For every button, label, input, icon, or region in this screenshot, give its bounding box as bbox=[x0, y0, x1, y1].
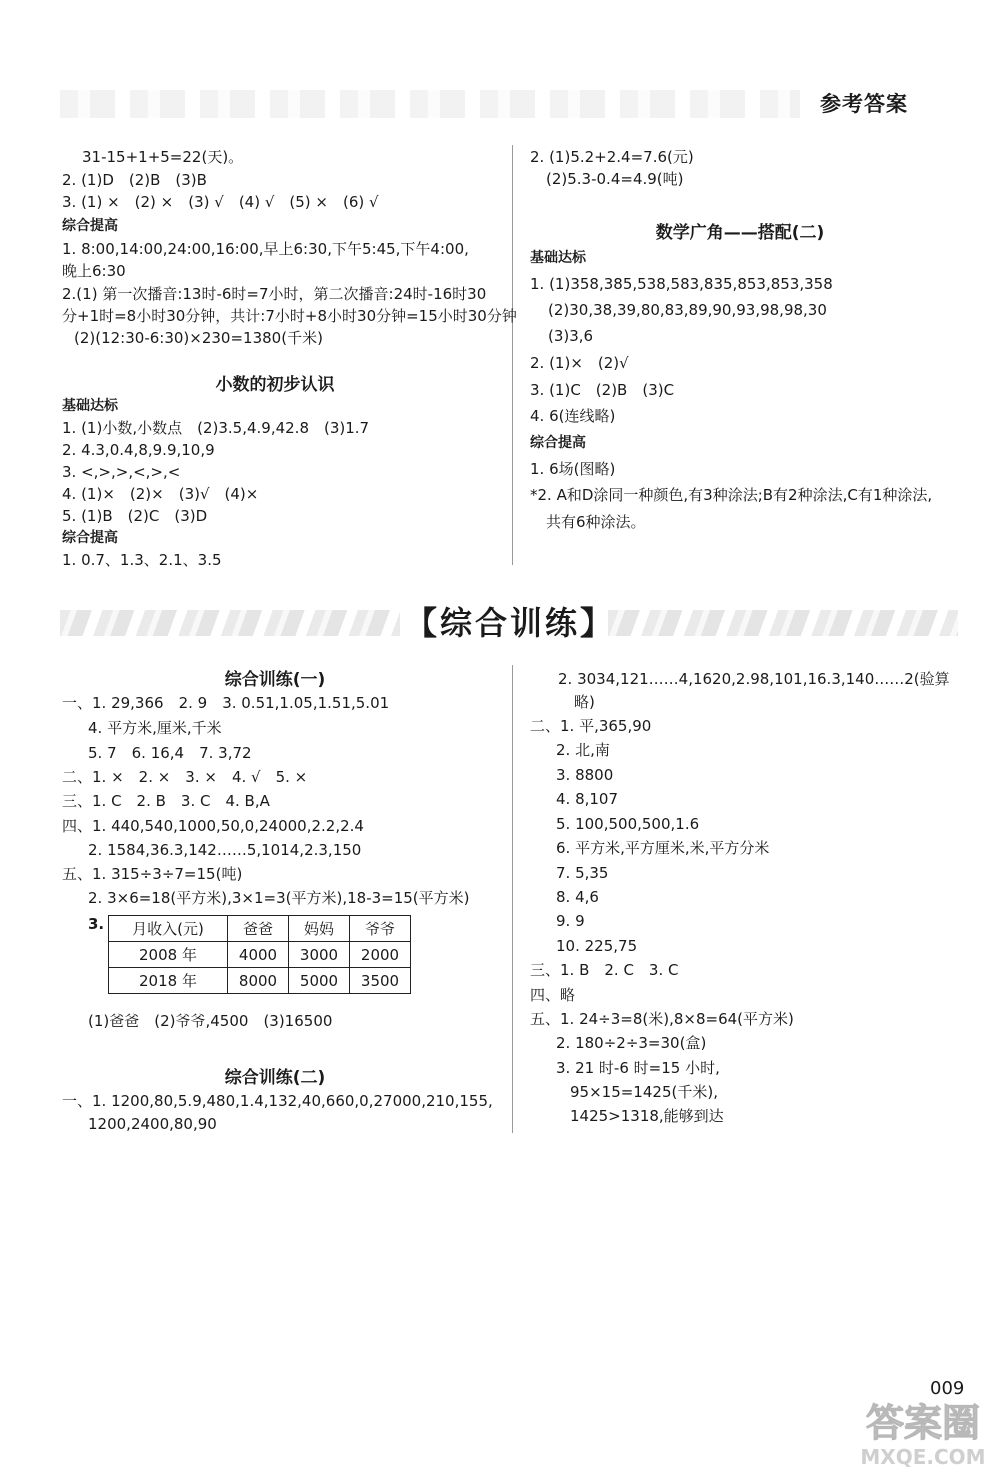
answer-line: 1. (1)358,385,538,583,835,853,853,358 bbox=[530, 275, 833, 293]
answer-line: 5. (1)B (2)C (3)D bbox=[62, 507, 208, 525]
answer-line: 略) bbox=[574, 693, 595, 711]
table-header-cell: 爷爷 bbox=[350, 916, 411, 942]
answer-line: 2. 180÷2÷3=30(盒) bbox=[556, 1034, 707, 1052]
banner-decoration-left bbox=[60, 610, 400, 636]
page-number: 009 bbox=[930, 1378, 965, 1399]
subheading: 综合提高 bbox=[530, 435, 586, 451]
watermark-text: 答案圈 bbox=[865, 1401, 981, 1445]
answer-line: 四、略 bbox=[530, 986, 576, 1004]
answer-line: 五、1. 315÷3÷7=15(吨) bbox=[62, 865, 243, 883]
banner-decoration-right bbox=[608, 610, 958, 636]
column-divider-bottom bbox=[512, 665, 513, 1133]
answer-line: 3. (1) × (2) × (3) √ (4) √ (5) × (6) √ bbox=[62, 193, 379, 211]
answer-line: 1200,2400,80,90 bbox=[88, 1115, 217, 1133]
answer-line: 10. 225,75 bbox=[556, 937, 638, 955]
answer-line: (1)爸爸 (2)爷爷,4500 (3)16500 bbox=[88, 1012, 333, 1030]
answer-line: 一、1. 29,366 2. 9 3. 0.51,1.05,1.51,5.01 bbox=[62, 694, 390, 712]
table-cell: 4000 bbox=[228, 942, 289, 968]
watermark-url: MXQE.COM bbox=[860, 1445, 986, 1469]
answer-line: 7. 5,35 bbox=[556, 864, 609, 882]
answer-line: 8. 4,6 bbox=[556, 888, 599, 906]
answer-line: (2)5.3-0.4=4.9(吨) bbox=[546, 170, 684, 188]
answer-line: 共有6种涂法。 bbox=[546, 513, 646, 531]
answer-line: 1425>1318,能够到达 bbox=[570, 1107, 724, 1125]
answer-line: 二、1. 平,365,90 bbox=[530, 717, 652, 735]
answer-line: 9. 9 bbox=[556, 912, 585, 930]
answer-line: 95×15=1425(千米), bbox=[570, 1083, 718, 1101]
answer-line: 2. (1)5.2+2.4=7.6(元) bbox=[530, 148, 694, 166]
answer-line: 三、1. B 2. C 3. C bbox=[530, 961, 679, 979]
section-title-training-2: 综合训练(二) bbox=[224, 1068, 326, 1088]
table-header-cell: 爸爸 bbox=[228, 916, 289, 942]
income-table bbox=[108, 915, 411, 994]
answer-line: 分+1时=8小时30分钟，共计:7小时+8小时30分钟=15小时30分钟 bbox=[62, 307, 517, 325]
answer-line: 4. 6(连线略) bbox=[530, 407, 616, 425]
answer-line: 3. <,>,>,<,>,< bbox=[62, 463, 181, 481]
section-title-collocation: 数学广角——搭配(二) bbox=[655, 223, 825, 243]
answer-line: 3. (1)C (2)B (3)C bbox=[530, 381, 675, 399]
answer-line: 2. (1)× (2)√ bbox=[530, 354, 629, 372]
answer-line: 4. 平方米,厘米,千米 bbox=[88, 719, 222, 737]
section-title-training-1: 综合训练(一) bbox=[224, 670, 326, 690]
subheading: 综合提高 bbox=[62, 530, 118, 546]
table-row bbox=[109, 942, 411, 968]
answer-line: 1. (1)小数,小数点 (2)3.5,4.9,42.8 (3)1.7 bbox=[62, 419, 370, 437]
table-row bbox=[109, 968, 411, 994]
table-header-cell: 月收入(元) bbox=[109, 916, 228, 942]
answer-line: 1. 8:00,14:00,24:00,16:00,早上6:30,下午5:45,下午4:00, bbox=[62, 240, 469, 258]
answer-line: 3. 21 时-6 时=15 小时, bbox=[556, 1059, 720, 1077]
answer-line: (2)30,38,39,80,83,89,90,93,98,98,30 bbox=[548, 301, 827, 319]
answer-line: 2. 4.3,0.4,8,9.9,10,9 bbox=[62, 441, 215, 459]
answer-line: *2. A和D涂同一种颜色,有3种涂法;B有2种涂法,C有1种涂法, bbox=[530, 486, 933, 504]
answer-line: 5. 7 6. 16,4 7. 3,72 bbox=[88, 744, 252, 762]
table-cell: 2000 bbox=[350, 942, 411, 968]
subheading: 基础达标 bbox=[530, 250, 586, 266]
answer-line: 2.(1) 第一次播音:13时-6时=7小时，第二次播音:24时-16时30 bbox=[62, 285, 487, 303]
table-header-row bbox=[109, 916, 411, 942]
answer-line: (2)(12:30-6:30)×230=1380(千米) bbox=[74, 329, 323, 347]
answer-line: 6. 平方米,平方厘米,米,平方分米 bbox=[556, 839, 770, 857]
answer-line: 2. 北,南 bbox=[556, 741, 610, 759]
page-header-title: 参考答案 bbox=[820, 92, 908, 116]
table-cell: 5000 bbox=[289, 968, 350, 994]
answer-line: 4. 8,107 bbox=[556, 790, 619, 808]
section-title-decimals: 小数的初步认识 bbox=[215, 375, 335, 395]
answer-line: 4. (1)× (2)× (3)√ (4)× bbox=[62, 485, 259, 503]
answer-line: 二、1. × 2. × 3. × 4. √ 5. × bbox=[62, 768, 308, 786]
answer-line: 1. 0.7、1.3、2.1、3.5 bbox=[62, 551, 222, 569]
answer-line: 2. 1584,36.3,142……5,1014,2.3,150 bbox=[88, 841, 362, 859]
table-cell: 3000 bbox=[289, 942, 350, 968]
table-header-cell: 妈妈 bbox=[289, 916, 350, 942]
answer-line: 晚上6:30 bbox=[62, 262, 126, 280]
answer-line: 5. 100,500,500,1.6 bbox=[556, 815, 700, 833]
banner-title: 【综合训练】 bbox=[405, 604, 616, 642]
watermark-logo bbox=[858, 1388, 988, 1470]
header-decoration bbox=[60, 90, 800, 118]
table-cell: 8000 bbox=[228, 968, 289, 994]
answer-line: 四、1. 440,540,1000,50,0,24000,2.2,2.4 bbox=[62, 817, 364, 835]
table-cell: 3500 bbox=[350, 968, 411, 994]
answer-line: 2. 3034,121……4,1620,2.98,101,16.3,140……2(验算 bbox=[558, 670, 950, 688]
answer-line: 一、1. 1200,80,5.9,480,1.4,132,40,660,0,27000,210,155, bbox=[62, 1092, 493, 1110]
answer-line: 3. bbox=[88, 915, 105, 933]
answer-line: (3)3,6 bbox=[548, 327, 594, 345]
subheading: 综合提高 bbox=[62, 218, 118, 234]
answer-line: 五、1. 24÷3=8(米),8×8=64(平方米) bbox=[530, 1010, 794, 1028]
answer-line: 三、1. C 2. B 3. C 4. B,A bbox=[62, 792, 270, 810]
answer-line: 3. 8800 bbox=[556, 766, 614, 784]
answer-line: 2. 3×6=18(平方米),3×1=3(平方米),18-3=15(平方米) bbox=[88, 889, 470, 907]
table-cell: 2018 年 bbox=[109, 968, 228, 994]
column-divider-top bbox=[512, 145, 513, 565]
answer-line: 31-15+1+5=22(天)。 bbox=[82, 148, 244, 166]
answer-line: 1. 6场(图略) bbox=[530, 460, 616, 478]
answer-line: 2. (1)D (2)B (3)B bbox=[62, 171, 207, 189]
table-cell: 2008 年 bbox=[109, 942, 228, 968]
subheading: 基础达标 bbox=[62, 398, 118, 414]
